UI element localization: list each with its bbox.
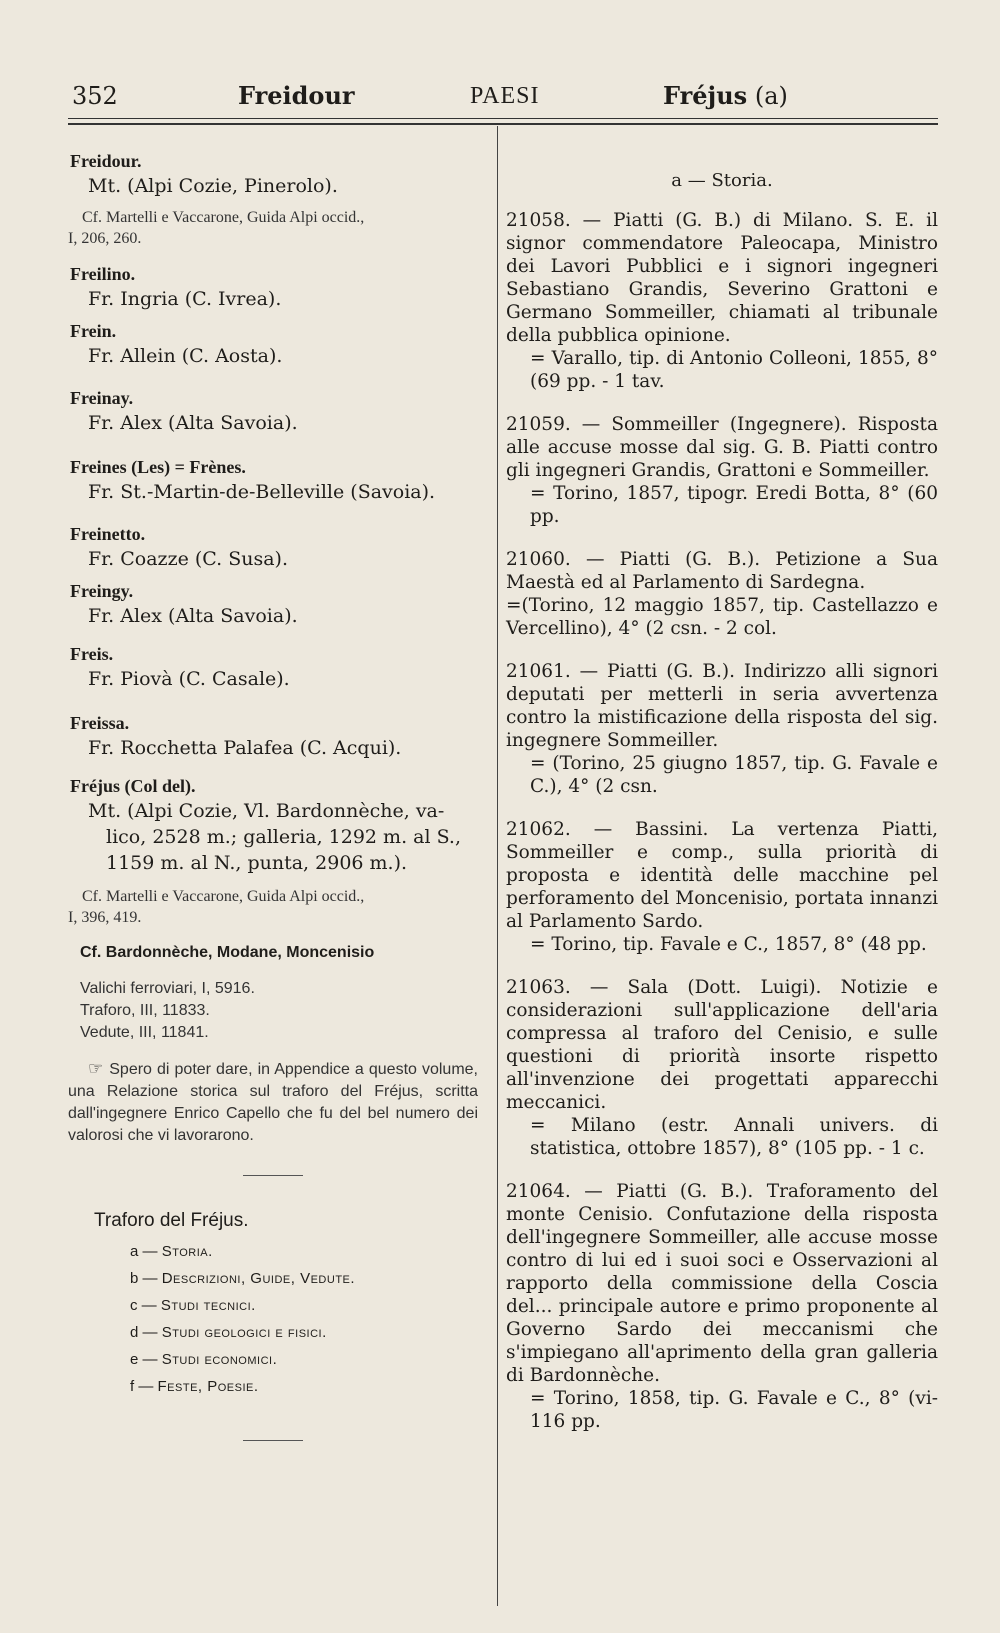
entry-text: 21059. — Sommeiller (Ingegnere). Risposta alle accuse mosse dal sig. G. B. Piatti contro gli ingegneri Grandis, Grattoni e Sommeiller. [506, 414, 938, 481]
entry-publication: = Torino, 1857, tipogr. Eredi Botta, 8° (60 pp. [530, 483, 938, 527]
section-separator [243, 1440, 303, 1441]
running-head-right-suffix: (a) [754, 82, 788, 110]
entry-head: Freidour. [70, 151, 142, 171]
editor-note [68, 1058, 478, 1147]
bibliography-entry [506, 413, 938, 528]
entry-head: Freingy. [70, 581, 134, 601]
entry-line: Fr. Piovà (C. Casale). [88, 668, 290, 690]
entry-line: Fr. Rocchetta Palafea (C. Acqui). [88, 737, 402, 759]
toc-item: c — Studi tecnici. [130, 1297, 256, 1314]
entry-text: 21062. — Bassini. La vertenza Piatti, Sommeiller e comp., sulla priorità di proposta e identità delle macchine pel perforamento del Moncenisio, portata innanzi al Parlamento Sardo. [506, 819, 938, 932]
bibliography-entry [506, 818, 938, 956]
entry-head: Freines (Les) = Frènes. [70, 457, 246, 477]
entry-cf: Cf. Martelli e Vaccarone, Guida Alpi occid., [82, 888, 365, 905]
running-head-left: Freidour [238, 81, 355, 110]
entry-cf: I, 396, 419. [68, 909, 142, 926]
header-rule [68, 118, 938, 119]
entry-line: Fr. Coazze (C. Susa). [88, 548, 289, 570]
entry-line: lico, 2528 m.; galleria, 1292 m. al S., [106, 826, 462, 848]
entry-publication: = (Torino, 25 giugno 1857, tip. G. Favale e C.), 4° (2 csn. [530, 753, 938, 797]
entry-publication: =(Torino, 12 maggio 1857, tip. Castellazzo e Vercellino), 4° (2 csn. - 2 col. [506, 595, 938, 639]
entry-head: Frein. [70, 321, 117, 341]
entry-head: Freinetto. [70, 524, 146, 544]
toc-item: d — Studi geologici e fisici. [130, 1324, 327, 1341]
entry-line: Fr. Alex (Alta Savoia). [88, 412, 298, 434]
entry-line: Mt. (Alpi Cozie, Vl. Bardonnèche, va- [88, 800, 445, 822]
entry-line: 1159 m. al N., punta, 2906 m.). [106, 852, 408, 874]
running-head-center: PAESI [470, 83, 540, 109]
bibliography-entry [506, 548, 938, 640]
entry-line: Fr. Ingria (C. Ivrea). [88, 288, 282, 310]
toc-item: e — Studi economici. [130, 1351, 278, 1368]
editor-note-text: Spero di poter dare, in Appendice a questo volume, una Relazione storica sul traforo del Fréjus, scritta dall'ingegnere Enrico Capello che fu del bel numero dei valorosi che vi lavorarono. [68, 1061, 478, 1144]
running-head-right-word: Fréjus [663, 81, 748, 110]
reference-line: Vedute, III, 11841. [80, 1024, 209, 1041]
entry-freingy [68, 580, 478, 629]
header-rule-double [68, 123, 938, 125]
entry-text: 21061. — Piatti (G. B.). Indirizzo alli signori deputati per metterli in seria avvertenza contro la mistificazione della risposta del sig. ingegnere Sommeiller. [506, 661, 938, 751]
entry-head: Freissa. [70, 713, 130, 733]
entry-frejus [68, 775, 478, 928]
entry-freis [68, 643, 478, 692]
entry-freidour [68, 150, 478, 249]
entry-cf: I, 206, 260. [68, 230, 142, 247]
column-divider [497, 126, 498, 1606]
entry-cf: Cf. Martelli e Vaccarone, Guida Alpi occid., [82, 209, 365, 226]
running-head-right [663, 78, 788, 114]
entry-freinay [68, 387, 478, 436]
entry-line: Fr. Allein (C. Aosta). [88, 345, 283, 367]
entry-freines [68, 456, 478, 505]
entry-text: 21064. — Piatti (G. B.). Traforamento del monte Cenisio. Confutazione della risposta dell'ingegnere Sommeiller, alle accuse mosse contro di lui ed i suoi soci e Osservazioni al rapporto della commissione della Coscia del... principale autore e primo proponente al Governo Sardo dei meccanismi che s'impiegano all'aprimento della gran galleria di Bardonnèche. [506, 1181, 938, 1386]
entry-line: Mt. (Alpi Cozie, Pinerolo). [88, 175, 338, 197]
entry-line: Fr. Alex (Alta Savoia). [88, 605, 298, 627]
entry-publication: = Milano (estr. Annali univers. di statistica, ottobre 1857), 8° (105 pp. - 1 c. [530, 1115, 938, 1159]
entry-publication: = Varallo, tip. di Antonio Colleoni, 1855, 8° (69 pp. - 1 tav. [530, 348, 938, 392]
entry-freissa [68, 712, 478, 761]
entry-publication: = Torino, tip. Favale e C., 1857, 8° (48 pp. [530, 934, 927, 955]
entry-head: Freinay. [70, 388, 134, 408]
entry-text: 21063. — Sala (Dott. Luigi). Notizie e considerazioni sull'applicazione dell'aria compressa al traforo del Cenisio, e sulle questioni di priorità insorte rispetto all'invenzione dei progettati apparecchi meccanici. [506, 977, 938, 1113]
entry-text: 21060. — Piatti (G. B.). Petizione a Sua Maestà ed al Parlamento di Sardegna. [506, 549, 938, 593]
entry-frein [68, 320, 478, 369]
entry-line: Fr. St.-Martin-de-Belleville (Savoia). [88, 481, 436, 503]
entry-head: Freis. [70, 644, 114, 664]
subsection-title: a — Storia. [671, 170, 773, 191]
bibliography-entry [506, 976, 938, 1160]
left-column [68, 150, 478, 1441]
right-column [506, 170, 938, 1453]
cross-reference: Cf. Bardonnèche, Modane, Moncenisio [80, 944, 375, 961]
toc-item: b — Descrizioni, Guide, Vedute. [130, 1270, 356, 1287]
bibliography-entry [506, 1180, 938, 1433]
entry-text: 21058. — Piatti (G. B.) di Milano. S. E. il signor commendatore Paleocapa, Ministro dei Lavori Pubblici e i signori ingegneri Sebastiano Grandis, Severino Grattoni e Germano Sommeiller, chiamati al tribunale della pubblica opinione. [506, 210, 938, 346]
pointing-hand-icon: ☞ [88, 1059, 104, 1078]
entry-head: Freilino. [70, 264, 136, 284]
section-title: Traforo del Fréjus. [94, 1210, 249, 1231]
section-separator [243, 1175, 303, 1176]
page-number: 352 [72, 82, 118, 110]
reference-line: Valichi ferroviari, I, 5916. [80, 980, 255, 997]
reference-line: Traforo, III, 11833. [80, 1002, 210, 1019]
toc-item: a — Storia. [130, 1243, 213, 1260]
entry-head: Fréjus (Col del). [70, 776, 196, 796]
bibliography-entry [506, 209, 938, 393]
toc-item: f — Feste, Poesie. [130, 1378, 259, 1395]
entry-publication: = Torino, 1858, tip. G. Favale e C., 8° (vi-116 pp. [530, 1388, 938, 1432]
entry-freilino [68, 263, 478, 312]
bibliography-entry [506, 660, 938, 798]
entry-freinetto [68, 523, 478, 572]
